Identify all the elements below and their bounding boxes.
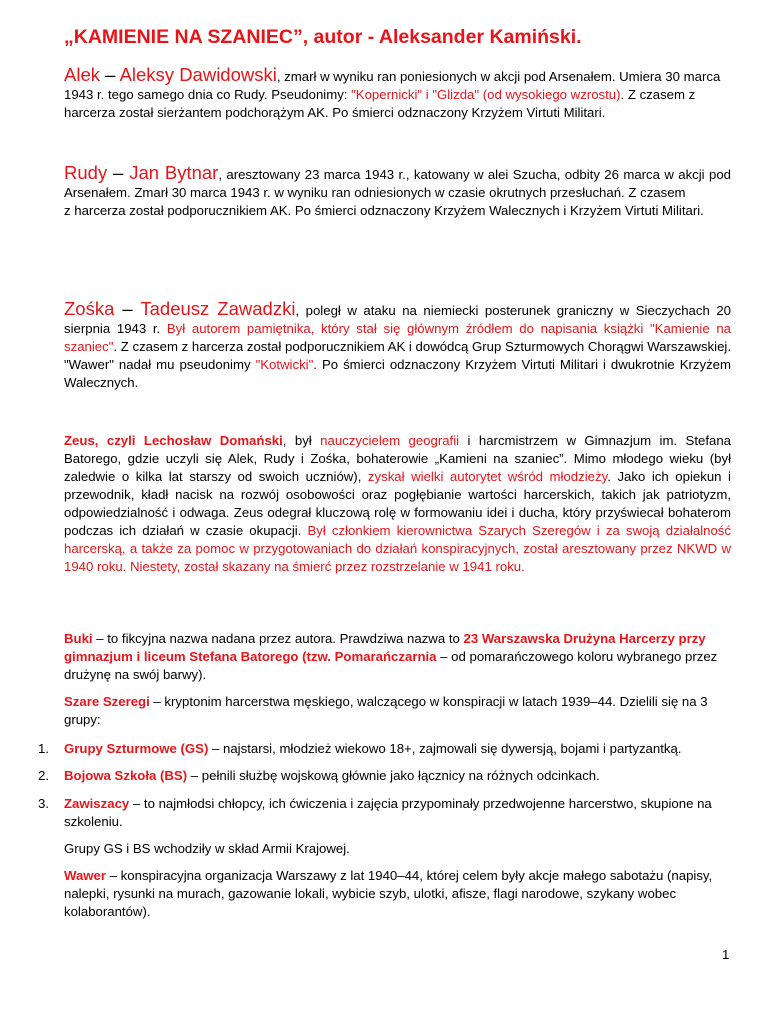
list-heading: Zawiszacy [64,796,130,811]
text: z harcerza został podporucznikiem AK. Po śmierci odznaczony Krzyżem Walecznych i Krzyżem Virtuti Militari. [64,203,704,218]
text: . Z czasem z harcerza został sierżantem podchorążym AK. Po śmierci odznaczony Krzyżem Virtuti Militari. [64,87,696,120]
highlight: nauczycielem geografii [320,433,460,448]
heading-wawer: Wawer [64,868,107,883]
text: , był [282,433,321,448]
highlight: zyskał wielki autorytet wśród młodzieży [367,469,608,484]
highlight: Był autorem pamiętnika, który stał się głównym źródłem do napisania książki "Kamienie na szaniec" [64,321,731,354]
highlight: Był członkiem kierownictwa Szarych Szeregów i za swoją działalność harcerską, a także za pomoc w przygotowaniach do działań konspiracyjnych, został aresztowany przez NKWD w 1940 roku. Niestety, został skazany na śmierć przez rozstrzelanie w 1941 roku. [64,523,731,574]
text: , poległ w ataku na niemiecki posterunek graniczny w Sieczychach 20 sierpnia 1943 r. [64,303,731,336]
name-rudy: Jan Bytnar [129,162,219,183]
dash: – [114,298,141,319]
text: i harcmistrzem w Gimnazjum im. Stefana Batorego, gdzie uczyli się Alek, Rudy i Zośka, bohaterowie „Kamieni na szaniec”. Mimo młodego wieku (był zaledwie o kilka lat starszy od swoich uczniów), [64,433,731,484]
page-number: 1 [722,947,730,962]
list-number: 2. [38,768,49,783]
paragraph-zoska [64,300,731,392]
dash: – [107,162,130,183]
heading-szare-szeregi: Szare Szeregi [64,694,150,709]
pseudonyms-zoska: "Kotwicki" [255,357,314,372]
list-text: – to najmłodsi chłopcy, ich ćwiczenia i zajęcia przypominały przedwojenne harcerstwo, skupione na szkoleniu. [64,796,712,829]
paragraph-szare-szeregi [64,693,731,729]
text: – konspiracyjna organizacja Warszawy z lat 1940–44, której celem były akcje małego sabotażu (napisy, nalepki, rysunki na murach, gazowanie lokali, wybicie szyb, ulotki, afisze, flagi narodowe, szykany wobec kolaborantów). [64,868,713,919]
text: . Z czasem z harcerza został podporucznikiem AK i dowódcą Grup Szturmowych Chorągwi Warszawskiej. "Wawer" nadał mu pseudonimy [64,339,731,372]
paragraph-rudy [64,164,731,220]
text: . Jako ich opiekun i przewodnik, kładł nacisk na rozwój osobowości oraz pogłębianie wartości harcerskich, takich jak patriotyzm, odpowiedzialność i odwaga. Zeus odegrał kluczową rolę w formowaniu idei i ducha, który przyświecał bohaterom podczas ich działań w czasie okupacji. [64,469,731,538]
text: – kryptonim harcerstwa męskiego, walczącego w konspiracji w latach 1939–44. Dzielili się na 3 grupy: [64,694,708,727]
text: – to fikcyjna nazwa nadana przez autora. Prawdziwa nazwa to [92,631,464,646]
nick-zoska: Zośka [64,298,115,319]
paragraph-alek [64,66,731,122]
text: , zmarł w wyniku ran poniesionych w akcji pod Arsenałem. Umiera 30 marca 1943 r. tego samego dnia co Rudy. Pseudonimy: [64,69,721,102]
text: . Po śmierci odznaczony Krzyżem Virtuti Militari i dwukrotnie Krzyżem Walecznych. [64,357,731,390]
paragraph-wawer [64,867,731,921]
text: – od pomarańczowego koloru wybranego przez drużynę na swój barwy). [64,649,718,682]
paragraph-zeus [64,432,731,576]
name-alek: Aleksy Dawidowski [119,64,277,85]
highlight: 23 Warszawska Drużyna Harcerzy przy gimnazjum i liceum Stefana Batorego (tzw. Pomarańczarnia [64,631,706,664]
list-number: 1. [38,741,49,756]
list-heading: Bojowa Szkoła (BS) [64,768,188,783]
paragraph-buki [64,630,731,684]
document-title: „KAMIENIE NA SZANIEC”, autor - Aleksander Kamiński. [64,26,582,48]
heading-buki: Buki [64,631,93,646]
list-number: 3. [38,796,49,811]
paragraph-gs-bs: Grupy GS i BS wchodziły w skład Armii Krajowej. [64,841,350,856]
nick-rudy: Rudy [64,162,108,183]
list-heading: Grupy Szturmowe (GS) [64,741,209,756]
dash: – [100,64,120,85]
name-zoska: Tadeusz Zawadzki [140,298,296,319]
nick-alek: Alek [64,64,100,85]
list-text: – pełnili służbę wojskową głównie jako łącznicy na różnych odcinkach. [187,768,600,783]
text: , aresztowany 23 marca 1943 r., katowany w alei Szucha, odbity 26 marca w akcji pod Arsenałem. Zmarł 30 marca 1943 r. w wyniku ran odniesionych w czasie okrutnych przesłuchań. Z czasem [64,167,731,200]
pseudonyms-alek: "Kopernicki" i "Glizda" (od wysokiego wzrostu) [351,87,621,102]
heading-zeus: Zeus, czyli Lechosław Domański [64,433,283,448]
list-text: – najstarsi, młodzież wiekowo 18+, zajmowali się dywersją, bojami i partyzantką. [208,741,682,756]
